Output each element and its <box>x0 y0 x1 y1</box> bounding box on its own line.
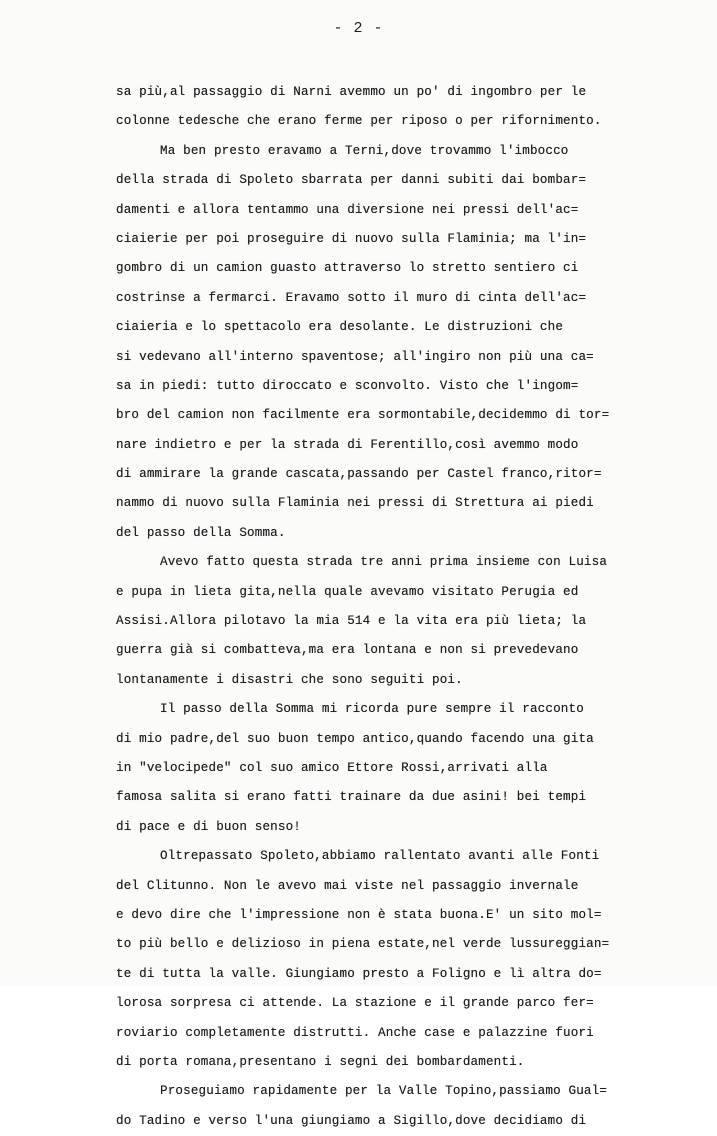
text-line: Ma ben presto eravamo a Terni,dove trovammo l'imbocco <box>160 143 569 158</box>
text-line: gombro di un camion guasto attraverso lo stretto sentiero ci <box>116 261 579 276</box>
text-line: lorosa sorpresa ci attende. La stazione e il grande parco fer= <box>116 996 594 1011</box>
text-line: do Tadino e verso l'una giungiamo a Sigillo,dove decidiamo di <box>116 1113 587 1128</box>
text-line: te di tutta la valle. Giungiamo presto a Foligno e lì altra do= <box>116 966 602 981</box>
text-line: ciaierie per poi proseguire di nuovo sulla Flaminia; ma l'in= <box>116 231 587 246</box>
text-line: di mio padre,del suo buon tempo antico,quando facendo una gita <box>116 731 594 746</box>
text-line: Assisi.Allora pilotavo la mia 514 e la vita era più lieta; la <box>116 614 587 629</box>
text-line: del Clitunno. Non le avevo mai viste nel passaggio invernale <box>116 878 579 893</box>
text-line: nammo di nuovo sulla Flaminia nei pressi di Strettura ai piedi <box>116 496 594 511</box>
text-line: e devo dire che l'impressione non è stata buona.E' un sito mol= <box>116 907 602 922</box>
text-line: di pace e di buon senso! <box>116 819 301 834</box>
text-line: sa in piedi: tutto diroccato e sconvolto. Visto che l'ingom= <box>116 378 579 393</box>
text-line: guerra già si combatteva,ma era lontana e non si prevedevano <box>116 643 579 658</box>
page-number: - 2 - <box>333 20 384 37</box>
text-line: di ammirare la grande cascata,passando per Castel franco,ritor= <box>116 467 602 482</box>
text-line: Il passo della Somma mi ricorda pure sempre il racconto <box>160 702 584 717</box>
text-line: Proseguiamo rapidamente per la Valle Topino,passiamo Gual= <box>160 1084 608 1099</box>
text-line: famosa salita si erano fatti trainare da due asini! bei tempi <box>116 790 587 805</box>
text-line: Avevo fatto questa strada tre anni prima insieme con Luisa <box>160 555 608 570</box>
text-line: lontanamente i disastri che sono seguiti poi. <box>116 672 463 687</box>
text-line: in "velocipede" col suo amico Ettore Rossi,arrivati alla <box>116 760 548 775</box>
text-line: di porta romana,presentano i segni dei bombardamenti. <box>116 1054 525 1069</box>
text-line: costrinse a fermarci. Eravamo sotto il muro di cinta dell'ac= <box>116 290 587 305</box>
text-line: damenti e allora tentammo una diversione nei pressi dell'ac= <box>116 202 579 217</box>
text-line: bro del camion non facilmente era sormontabile,decidemmo di tor= <box>116 408 610 423</box>
text-line: ciaieria e lo spettacolo era desolante. Le distruzioni che <box>116 320 564 335</box>
text-line: sa più,al passaggio di Narni avemmo un po' di ingombro per le <box>116 85 587 99</box>
text-line: colonne tedesche che erano ferme per riposo o per rifornimento. <box>116 114 602 129</box>
text-line: del passo della Somma. <box>116 525 286 540</box>
text-line: to più bello e delizioso in piena estate,nel verde lussureggian= <box>116 937 610 952</box>
text-line: roviario completamente distrutti. Anche case e palazzine fuori <box>116 1025 594 1040</box>
text-line: nare indietro e per la strada di Ferentillo,così avemmo modo <box>116 437 579 452</box>
text-line: della strada di Spoleto sbarrata per danni subiti dai bombar= <box>116 173 587 188</box>
body-text <box>116 78 676 1136</box>
text-line: Oltrepassato Spoleto,abbiamo rallentato avanti alle Fonti <box>160 849 600 864</box>
text-line: si vedevano all'interno spaventose; all'ingiro non più una ca= <box>116 349 594 364</box>
text-line: e pupa in lieta gita,nella quale avevamo visitato Perugia ed <box>116 584 579 599</box>
